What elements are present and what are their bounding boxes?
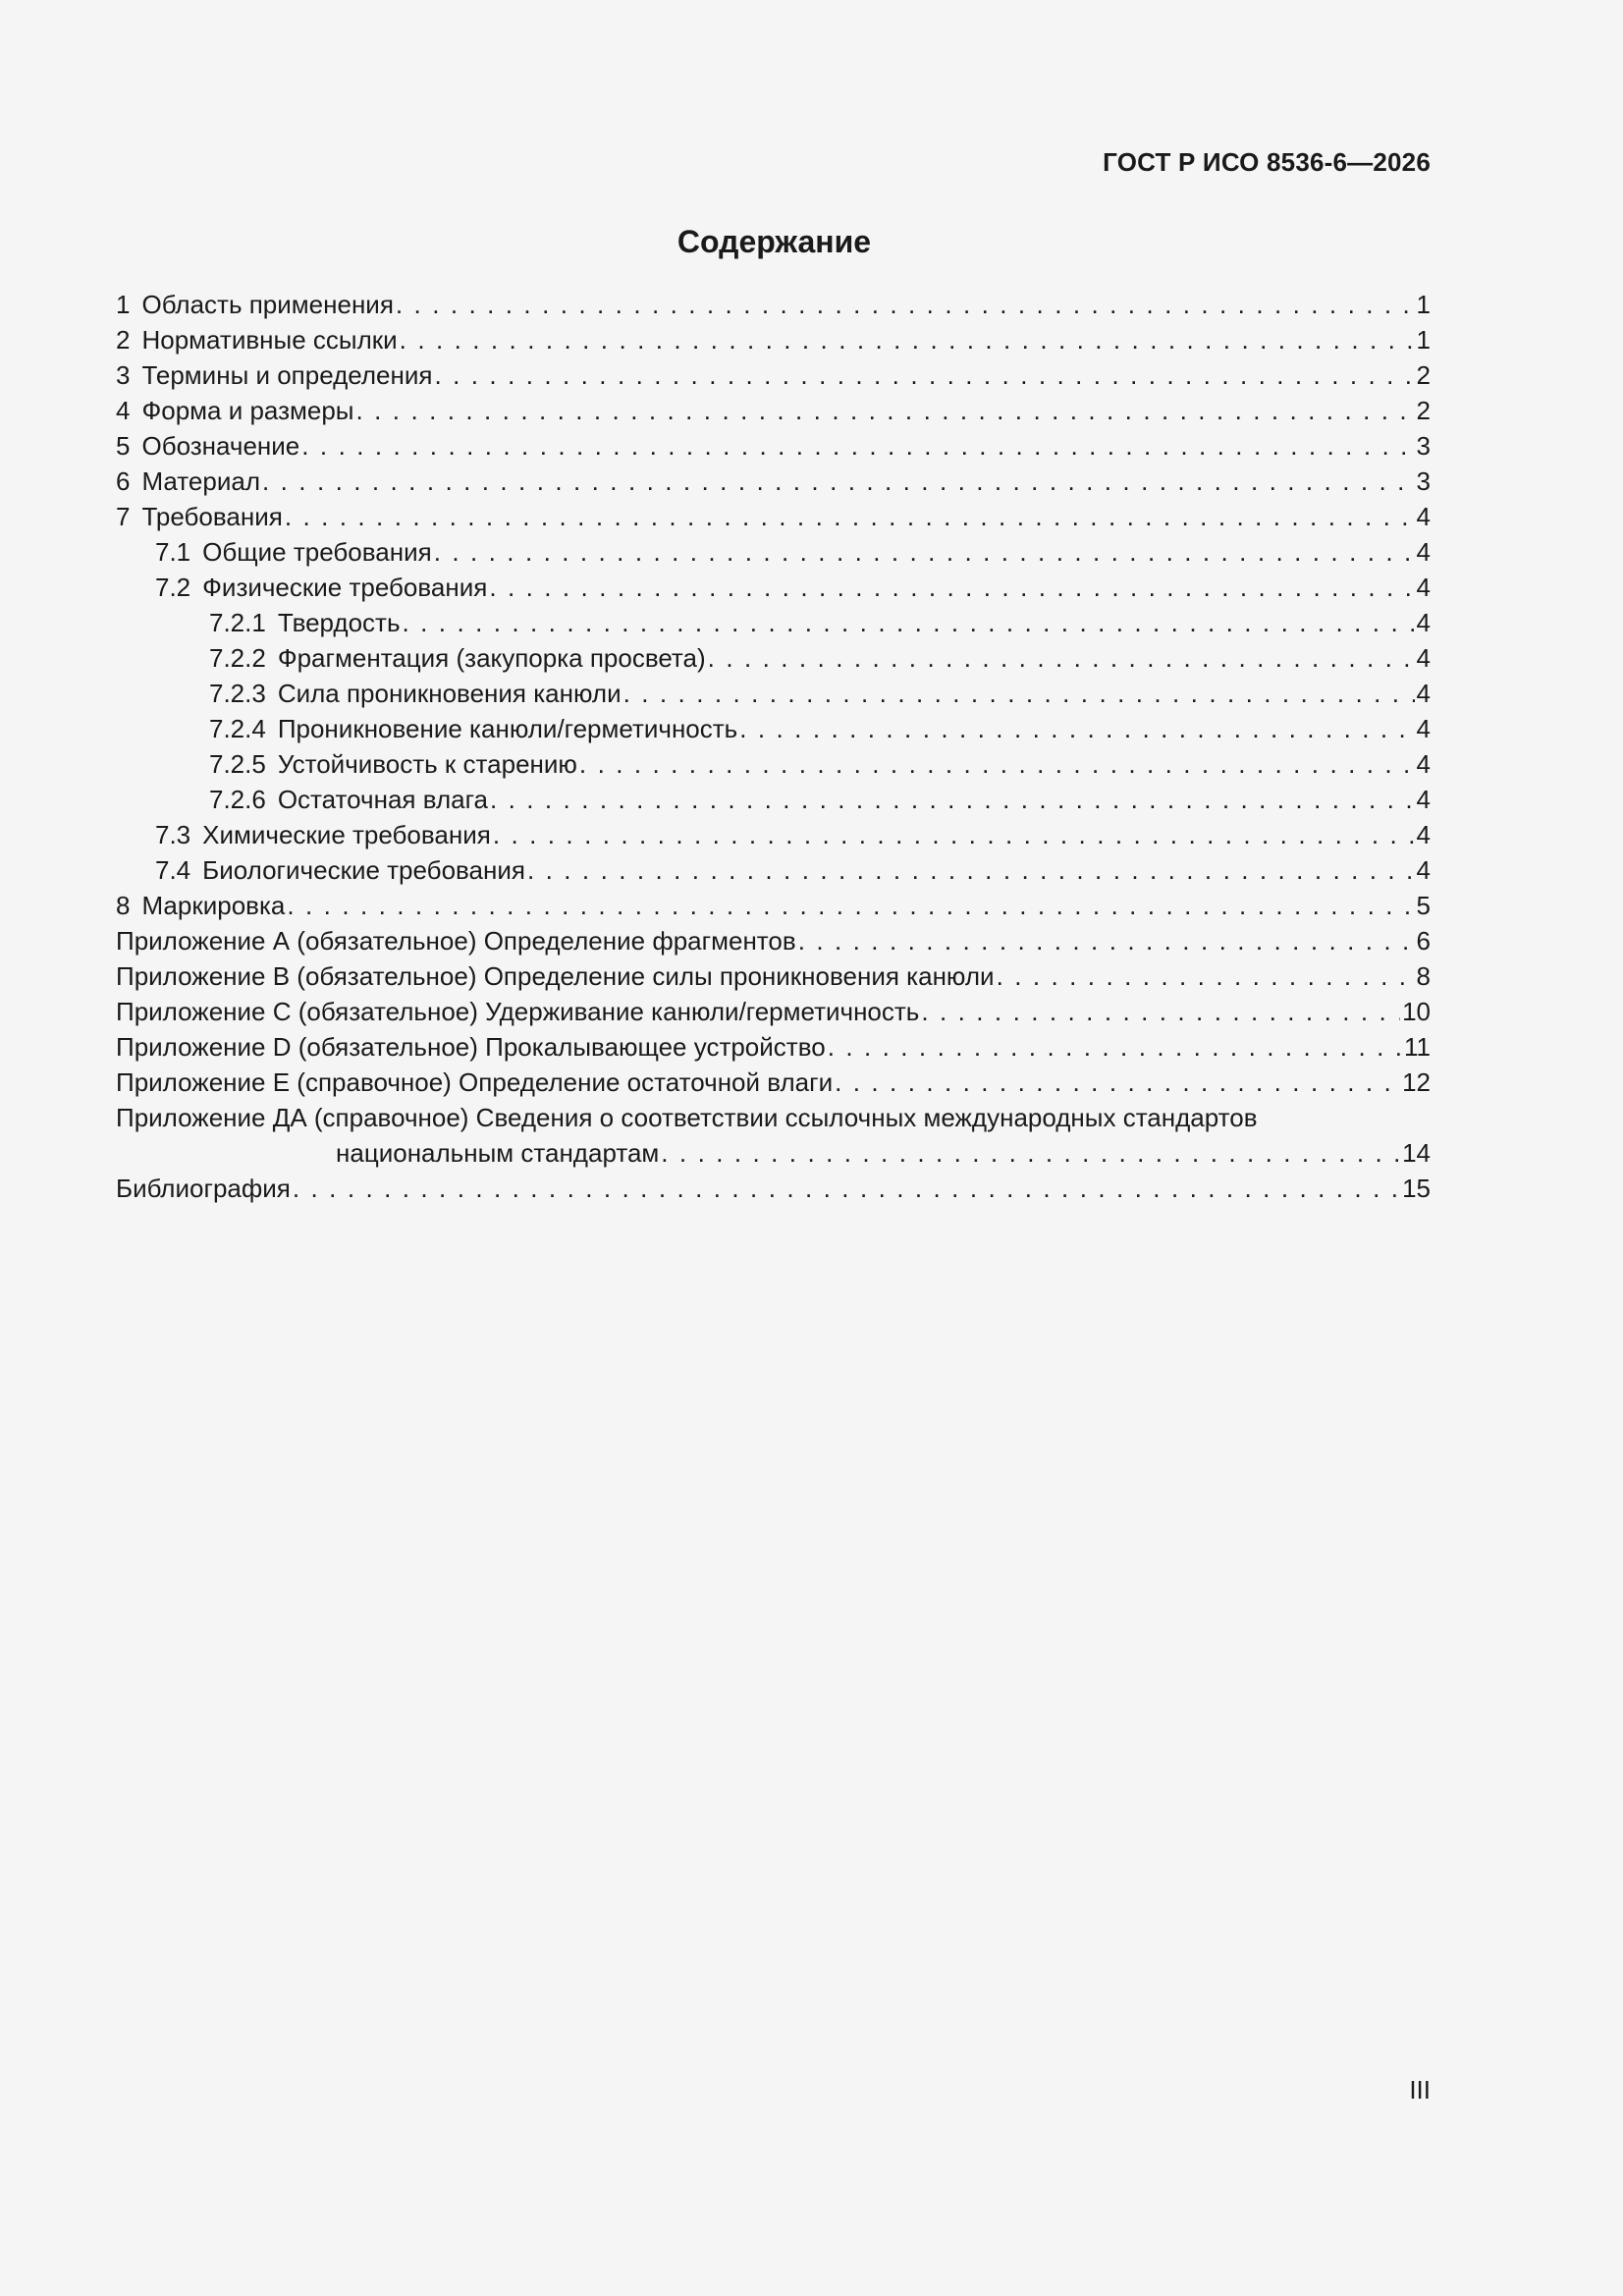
toc-entry-page: 4 [1416, 573, 1431, 602]
toc-entry-number: 1 [116, 290, 131, 319]
toc-entry-number: 7.2 [155, 573, 191, 602]
toc-leader-dots [434, 357, 1414, 393]
toc-entry-number: 7.4 [155, 855, 191, 885]
document-code: ГОСТ Р ИСО 8536-6—2026 [1103, 147, 1431, 177]
page-title: Содержание [676, 224, 872, 259]
toc-entry-number: 7.2.1 [209, 608, 266, 637]
toc-entry-page: 1 [1416, 290, 1431, 319]
toc-entry[interactable] [116, 499, 1431, 534]
toc-entry-number: 6 [116, 466, 131, 496]
toc-entry[interactable] [116, 711, 1431, 746]
toc-entry-title: Приложение ДА (справочное) Сведения о соответствии ссылочных международных стандартов [116, 1103, 1258, 1132]
toc-entry-number: 7.2.3 [209, 679, 266, 708]
toc-leader-dots [400, 322, 1415, 357]
toc-entry-title: Приложение С (обязательное) Удерживание канюли/герметичность [116, 997, 920, 1026]
toc-leader-dots [997, 958, 1415, 994]
toc-entry[interactable] [116, 1100, 1431, 1135]
toc-leader-dots [739, 711, 1414, 746]
toc-leader-dots [396, 287, 1415, 322]
toc-entry-page: 11 [1404, 1032, 1431, 1062]
toc-entry-title: Физические требования [202, 573, 488, 602]
toc-entry-page: 8 [1416, 961, 1431, 991]
toc-entry-page: 10 [1402, 997, 1431, 1026]
toc-entry-title: Общие требования [202, 537, 432, 567]
toc-entry-number: 4 [116, 396, 131, 425]
toc-entry[interactable] [116, 888, 1431, 923]
toc-entry-number: 7.2.2 [209, 643, 266, 673]
toc-entry-number: 7 [116, 502, 131, 531]
toc-entry-page: 3 [1416, 466, 1431, 496]
toc-entry-title: Остаточная влага [277, 785, 488, 814]
toc-entry-title: Форма и размеры [141, 396, 354, 425]
toc-entry-title: национальным стандартам [336, 1138, 660, 1168]
toc-entry[interactable] [116, 852, 1431, 888]
toc-entry-title: Маркировка [141, 891, 286, 920]
toc-entry-page: 4 [1416, 855, 1431, 885]
toc-entry-number: 7.2.5 [209, 749, 266, 779]
toc-entry-page: 4 [1416, 714, 1431, 743]
toc-entry-title: Приложение Е (справочное) Определение остаточной влаги [116, 1067, 834, 1097]
toc-leader-dots [285, 499, 1415, 534]
toc-entry[interactable] [116, 570, 1431, 605]
toc-entry-page: 12 [1402, 1067, 1431, 1097]
toc-leader-dots [835, 1065, 1400, 1100]
toc-entry[interactable] [116, 393, 1431, 428]
toc-entry[interactable] [116, 428, 1431, 464]
toc-entry-title: Биологические требования [202, 855, 525, 885]
toc-entry-page: 15 [1402, 1174, 1431, 1203]
toc-entry[interactable] [116, 782, 1431, 817]
toc-leader-dots [623, 676, 1415, 711]
toc-leader-dots [527, 852, 1415, 888]
toc-entry[interactable] [116, 676, 1431, 711]
toc-entry-title: Библиография [116, 1174, 291, 1203]
toc-entry-title: Область применения [141, 290, 394, 319]
toc-entry[interactable] [116, 640, 1431, 676]
toc-entry-number: 7.2.4 [209, 714, 266, 743]
toc-entry-title: Фрагментация (закупорка просвета) [277, 643, 706, 673]
toc-entry[interactable] [116, 357, 1431, 393]
toc-entry-title: Нормативные ссылки [141, 325, 398, 355]
toc-entry[interactable] [116, 994, 1431, 1029]
toc-entry-number: 8 [116, 891, 131, 920]
toc-entry-title: Материал [141, 466, 260, 496]
toc-entry[interactable] [116, 287, 1431, 322]
toc-entry[interactable] [116, 464, 1431, 499]
toc-entry-title: Приложение А (обязательное) Определение фрагментов [116, 926, 796, 956]
toc-entry[interactable] [116, 1171, 1431, 1206]
toc-leader-dots [798, 923, 1415, 958]
toc-entry[interactable] [116, 958, 1431, 994]
toc-entry-number: 2 [116, 325, 131, 355]
toc-leader-dots [356, 393, 1415, 428]
toc-leader-dots [579, 746, 1415, 782]
toc-leader-dots [403, 605, 1415, 640]
toc-entry-page: 4 [1416, 749, 1431, 779]
toc-leader-dots [262, 464, 1415, 499]
toc-entry-number: 7.2.6 [209, 785, 266, 814]
toc-leader-dots [921, 994, 1400, 1029]
toc-entry[interactable] [116, 746, 1431, 782]
toc-entry-number: 7.1 [155, 537, 191, 567]
toc-entry[interactable] [116, 605, 1431, 640]
toc-leader-dots [828, 1029, 1402, 1065]
toc-leader-dots [434, 534, 1415, 570]
toc-entry-page: 4 [1416, 537, 1431, 567]
toc-entry-title: Требования [141, 502, 283, 531]
toc-entry-title: Сила проникновения канюли [277, 679, 622, 708]
toc-entry-number: 3 [116, 360, 131, 390]
toc-entry-page: 5 [1416, 891, 1431, 920]
toc-entry[interactable] [116, 322, 1431, 357]
toc-entry-title: Приложение D (обязательное) Прокалывающее устройство [116, 1032, 826, 1062]
toc-entry[interactable] [116, 1065, 1431, 1100]
toc-leader-dots [708, 640, 1415, 676]
toc-entry[interactable] [116, 1029, 1431, 1065]
toc-entry-title: Приложение В (обязательное) Определение силы проникновения канюли [116, 961, 995, 991]
toc-entry-title: Химические требования [202, 820, 491, 849]
toc-entry-title: Твердость [277, 608, 401, 637]
toc-entry-page: 2 [1416, 396, 1431, 425]
toc-entry-page: 4 [1416, 785, 1431, 814]
toc-leader-dots [493, 817, 1415, 852]
toc-entry-title: Устойчивость к старению [277, 749, 577, 779]
toc-entry-page: 4 [1416, 820, 1431, 849]
toc-entry-page: 14 [1402, 1138, 1431, 1168]
page-number: III [1409, 2075, 1431, 2105]
toc-entry-page: 3 [1416, 431, 1431, 461]
toc-entry[interactable] [116, 817, 1431, 852]
toc-entry-number: 5 [116, 431, 131, 461]
toc-leader-dots [489, 570, 1414, 605]
toc-entry[interactable] [116, 534, 1431, 570]
toc-leader-dots [301, 428, 1414, 464]
toc-entry-page: 4 [1416, 502, 1431, 531]
toc-entry-page: 2 [1416, 360, 1431, 390]
toc-entry-title: Термины и определения [141, 360, 433, 390]
toc-entry-title: Проникновение канюли/герметичность [277, 714, 738, 743]
toc-entry-number: 7.3 [155, 820, 191, 849]
toc-leader-dots [490, 782, 1415, 817]
toc-entry-page: 6 [1416, 926, 1431, 956]
toc-entry[interactable] [116, 1135, 1431, 1171]
toc-leader-dots [661, 1135, 1400, 1171]
toc-entry-page: 4 [1416, 608, 1431, 637]
toc-entry-page: 1 [1416, 325, 1431, 355]
table-of-contents [116, 287, 1431, 1206]
toc-leader-dots [287, 888, 1414, 923]
toc-entry-page: 4 [1416, 679, 1431, 708]
toc-entry-title: Обозначение [141, 431, 300, 461]
toc-leader-dots [293, 1171, 1400, 1206]
toc-entry-page: 4 [1416, 643, 1431, 673]
toc-entry[interactable] [116, 923, 1431, 958]
